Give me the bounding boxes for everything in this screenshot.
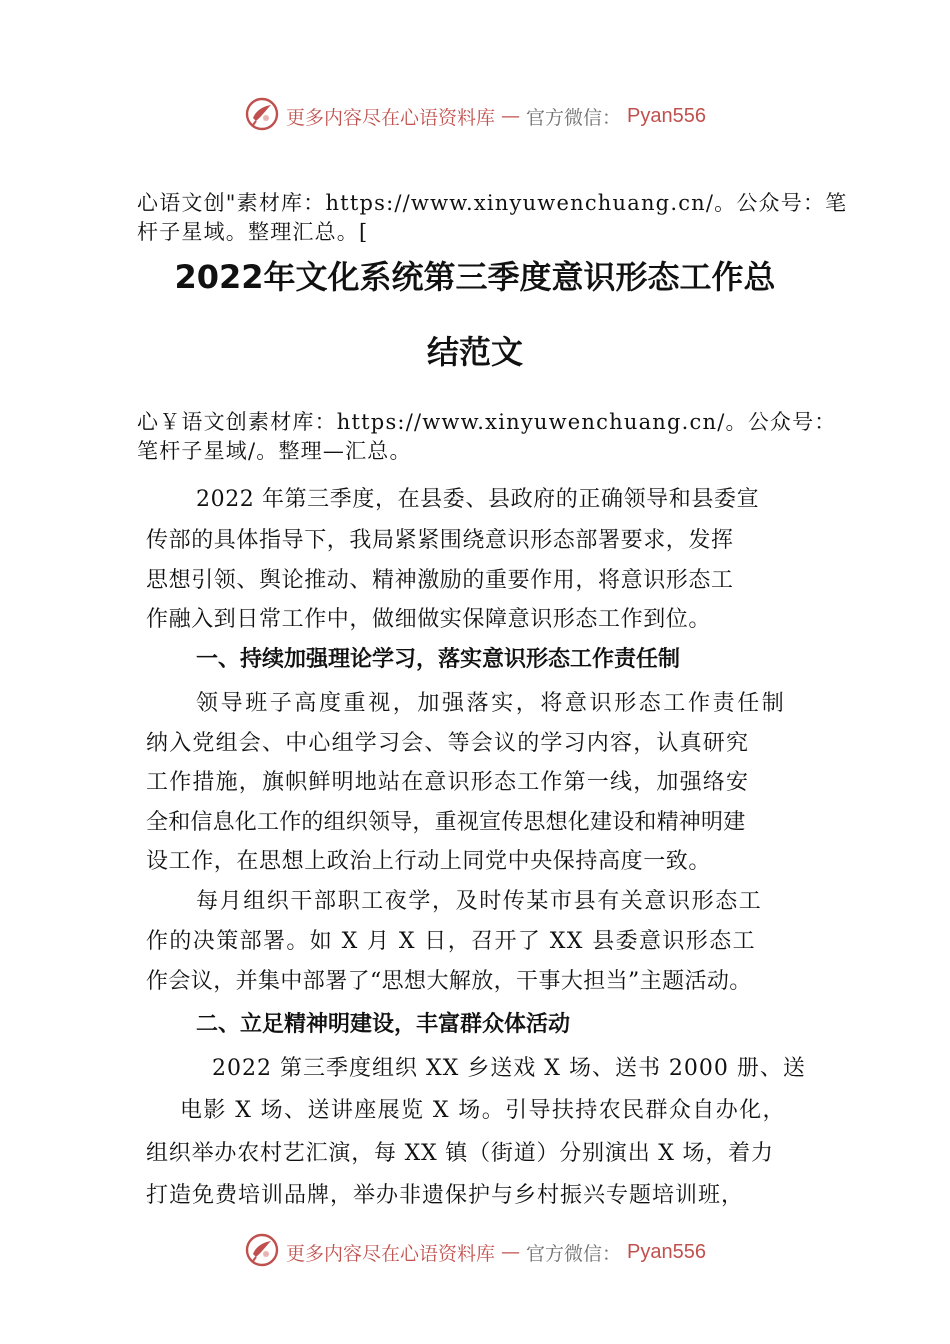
paragraph-line: 纳入党组会、中心组学习会、等会议的学习内容，认真研究 [146, 731, 750, 756]
paragraph-line: 领导班子高度重视，加强落实，将意识形态工作责任制 [196, 691, 787, 716]
paragraph-line: 传部的具体指导下，我局紧紧围绕意识形态部署要求，发挥 [146, 528, 734, 553]
section-heading-1: 一、持续加强理论学习，落实意识形态工作责任制 [196, 647, 681, 672]
paragraph-line: 每月组织干部职工夜学，及时传某市县有关意识形态工 [196, 889, 763, 914]
banner-wechat-label: 官方微信： [526, 1242, 622, 1265]
banner-dash: — [501, 1241, 521, 1263]
banner-text: 更多内容尽在心语资料库 [286, 106, 496, 129]
header-banner [0, 96, 950, 136]
source-note-second: 心￥语文创素材库：https://www.xinyuwenchuang.cn/。公众号：笔杆子星域/。整理—汇总。 [137, 410, 837, 463]
paragraph-line: 全和信息化工作的组织领导，重视宣传思想化建设和精神明建 [146, 810, 746, 835]
paragraph-line: 设工作，在思想上政治上行动上同党中央保持高度一致。 [146, 849, 712, 874]
banner-wechat-id: Pyan556 [627, 1240, 706, 1263]
paragraph-line: 打造免费培训品牌，举办非遗保护与乡村振兴专题培训班， [146, 1183, 745, 1208]
paragraph-line: 2022 第三季度组织 XX 乡送戏 X 场、送书 2000 册、送 [212, 1056, 806, 1081]
paragraph-line: 思想引领、舆论推动、精神激励的重要作用，将意识形态工 [146, 568, 734, 593]
paragraph-line: 2022 年第三季度，在县委、县政府的正确领导和县委宣 [196, 487, 760, 512]
brand-logo-icon [244, 1232, 280, 1272]
paragraph-line: 电影 X 场、送讲座展览 X 场。引导扶持农民群众自办化， [180, 1098, 786, 1123]
paragraph-line: 作会议，并集中部署了“思想大解放，干事大担当”主题活动。 [146, 969, 752, 994]
footer-banner [0, 1232, 950, 1272]
banner-wechat-id: Pyan556 [627, 104, 706, 127]
paragraph-line: 工作措施，旗帜鲜明地站在意识形态工作第一线，加强络安 [146, 770, 750, 795]
brand-logo-icon [244, 96, 280, 136]
section-heading-2: 二、立足精神明建设，丰富群众体活动 [196, 1012, 571, 1037]
banner-dash: — [501, 105, 521, 127]
paragraph-line: 作的决策部署。如 X 月 X 日，召开了 XX 县委意识形态工 [146, 929, 757, 954]
banner-wechat-label: 官方微信： [526, 106, 622, 129]
paragraph-line: 作融入到日常工作中，做细做实保障意识形态工作到位。 [146, 607, 712, 632]
paragraph-line: 组织举办农村艺汇演，每 XX 镇（街道）分别演出 X 场，着力 [146, 1141, 774, 1166]
document-title-line2: 结范文 [426, 333, 523, 371]
document-title-line1: 2022年文化系统第三季度意识形态工作总 [174, 258, 776, 296]
banner-text: 更多内容尽在心语资料库 [286, 1242, 496, 1265]
source-note-top: 心语文创"素材库：https://www.xinyuwenchuang.cn/。公众号：笔杆子星域。整理汇总。[ [137, 191, 848, 244]
